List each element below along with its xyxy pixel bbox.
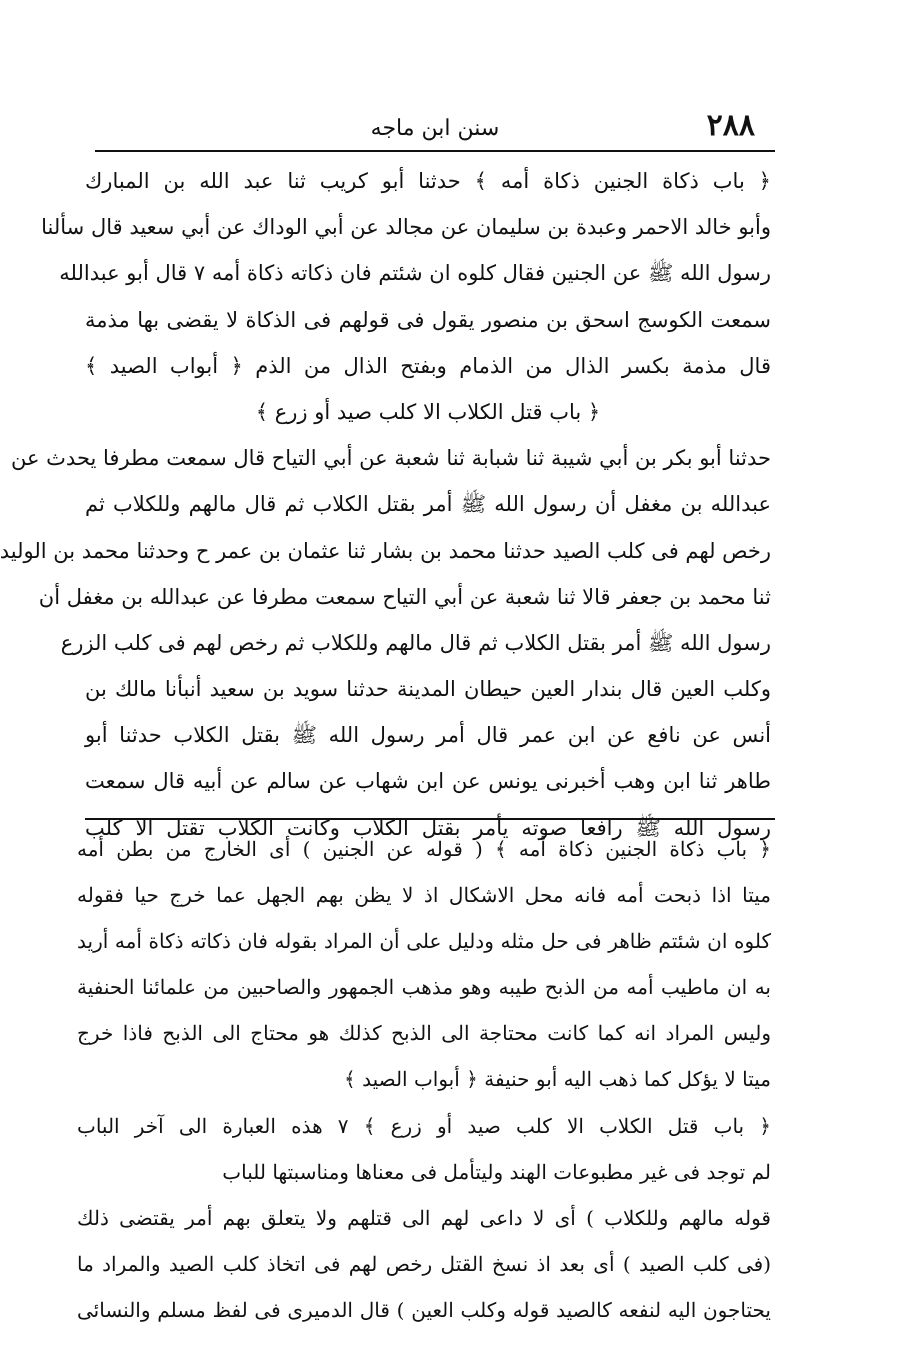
main-line: رسول الله ﷺ رافعا صوته يأمر بقتل الكلاب وكانت الكلاب تقتل الا كلب	[85, 815, 771, 840]
main-line: رسول الله ﷺ أمر بقتل الكلاب ثم قال مالهم وللكلاب ثم رخص لهم فى كلب الزرع	[60, 630, 771, 655]
page-header	[95, 108, 775, 152]
main-line: وكلب العين قال بندار العين حيطان المدينة حدثنا سويد بن سعيد أنبأنا مالك بن	[85, 677, 771, 702]
page-number: ٢٨٨	[706, 108, 755, 143]
header-rule	[95, 150, 775, 152]
commentary-line: (فى كلب الصيد ) أى بعد اذ نسخ القتل رخص لهم فى اتخاذ كلب الصيد والمراد ما	[77, 1251, 771, 1276]
commentary	[77, 826, 771, 1333]
commentary-line: ميتا اذا ذبحت أمه فانه محل الاشكال اذ لا يظن بهم الجهل عما خرج حيا فقوله	[77, 883, 771, 908]
main-text	[0, 158, 771, 851]
main-line: أنس عن نافع عن ابن عمر قال أمر رسول الله ﷺ بقتل الكلاب حدثنا أبو	[85, 723, 771, 748]
main-line: طاهر ثنا ابن وهب أخبرنى يونس عن ابن شهاب عن سالم عن أبيه قال سمعت	[85, 769, 771, 794]
main-line: قال مذمة بكسر الذال من الذمام وبفتح الذال من الذم ﴿ أبواب الصيد ﴾	[85, 353, 771, 378]
main-line: سمعت الكوسج اسحق بن منصور يقول فى قولهم فى الذكاة لا يقضى بها مذمة	[85, 307, 771, 332]
commentary-separator	[85, 818, 775, 820]
main-line: حدثنا أبو بكر بن أبي شيبة ثنا شبابة ثنا شعبة عن أبي التياح قال سمعت مطرفا يحدث عن	[10, 446, 771, 471]
commentary-line: وليس المراد انه كما كانت محتاجة الى الذبح كذلك هو محتاج الى الذبح فاذا خرج	[77, 1021, 771, 1046]
chapter-heading: ﴿ باب قتل الكلاب الا كلب صيد أو زرع ﴾	[255, 399, 601, 424]
commentary-line: ميتا لا يؤكل كما ذهب اليه أبو حنيفة ﴿ أبواب الصيد ﴾	[344, 1067, 771, 1092]
main-line: وأبو خالد الاحمر وعبدة بن سليمان عن مجالد عن أبي الوداك عن أبي سعيد قال سألنا	[41, 215, 771, 240]
main-line: ثنا محمد بن جعفر قالا ثنا شعبة عن أبي التياح سمعت مطرفا عن عبدالله بن مغفل أن	[38, 584, 771, 609]
main-line: رسول الله ﷺ عن الجنين فقال كلوه ان شئتم فان ذكاته ذكاة أمه ٧ قال أبو عبدالله	[59, 261, 771, 286]
commentary-line: ﴿ باب ذكاة الجنين ذكاة أمه ﴾ ( قوله عن الجنين ) أى الخارج من بطن أمه	[77, 837, 771, 861]
commentary-line: كلوه ان شئتم ظاهر فى حل مثله ودليل على أن المراد بقوله فان ذكاته ذكاة أمه أريد	[77, 929, 771, 954]
commentary-line: يحتاجون اليه لنفعه كالصيد قوله وكلب العين ) قال الدميرى فى لفظ مسلم والنسائى	[77, 1297, 771, 1322]
running-title: سنن ابن ماجه	[370, 116, 500, 141]
main-line: ﴿ باب ذكاة الجنين ذكاة أمه ﴾ حدثنا أبو كريب ثنا عبد الله بن المبارك	[85, 169, 771, 193]
commentary-line: به ان ماطيب أمه من الذبح طيبه وهو مذهب الجمهور والصاحبين من علمائنا الحنفية	[77, 975, 771, 1000]
main-line: رخص لهم فى كلب الصيد حدثنا محمد بن بشار ثنا عثمان بن عمر ح وحدثنا محمد بن الوليد	[0, 538, 771, 563]
commentary-line: قوله مالهم وللكلاب ) أى لا داعى لهم الى قتلهم ولا يتعلق بهم أمر يقتضى ذلك	[77, 1205, 771, 1230]
main-line: عبدالله بن مغفل أن رسول الله ﷺ أمر بقتل الكلاب ثم قال مالهم وللكلاب ثم	[85, 492, 771, 517]
commentary-line: لم توجد فى غير مطبوعات الهند وليتأمل فى معناها ومناسبتها للباب	[222, 1159, 771, 1184]
commentary-line: ﴿ باب قتل الكلاب الا كلب صيد أو زرع ﴾ ٧ هذه العبارة الى آخر الباب	[77, 1113, 771, 1138]
